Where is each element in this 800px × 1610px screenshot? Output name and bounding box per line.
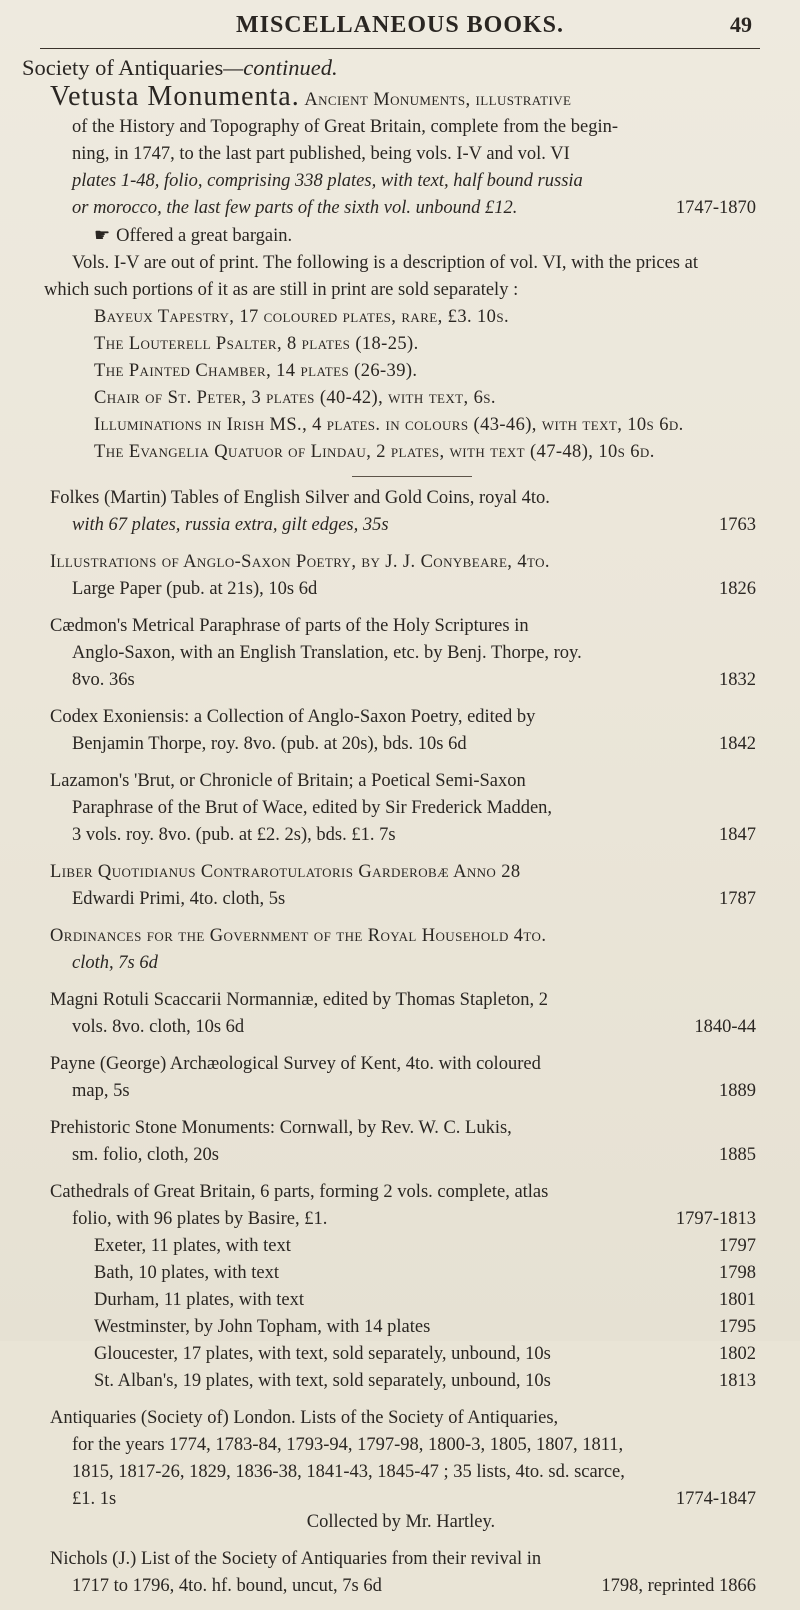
entry-line [22,1142,780,1169]
entry-line: Cædmon's Metrical Paraphrase of parts of the Holy Scriptures in [50,616,529,636]
entry-line: Anglo-Saxon, with an English Translation, etc. by Benj. Thorpe, roy. [72,643,582,663]
cathedral-text: Gloucester, 17 plates, with text, sold separately, unbound, 10s [94,1344,551,1364]
entry-line: Illustrations of Anglo-Saxon Poetry, by J. J. Conybeare, 4to. [50,552,550,572]
cathedral-item [22,1314,780,1341]
entry-line [22,886,780,913]
entry-vetusta-monumenta [22,83,780,466]
catalogue-entry [22,923,780,977]
catalogue-entry [22,704,780,758]
entry-line: Folkes (Martin) Tables of English Silver and Gold Coins, royal 4to. [50,488,550,508]
entry-line: Payne (George) Archæological Survey of Kent, 4to. with coloured [50,1054,541,1074]
entry-line [22,83,780,114]
entry-line [22,1573,780,1600]
entry-line [22,576,780,603]
vol-part: The Evangelia Quatuor of Lindau, 2 plates, with text (47-48), 10s 6d. [94,442,655,462]
cathedral-text: St. Alban's, 19 plates, with text, sold separately, unbound, 10s [94,1371,551,1391]
catalogue-entry [22,987,780,1041]
entry-date: 1798, reprinted 1866 [601,1576,756,1596]
catalogue-entry [22,549,780,603]
catalogue-entry [22,485,780,539]
entry-text: 8vo. 36s [72,670,135,690]
entry-line: ning, in 1747, to the last part published, being vols. I-V and vol. VI [72,144,570,164]
entry-text: Large Paper (pub. at 21s), 10s 6d [72,579,318,599]
cathedral-text: Bath, 10 plates, with text [94,1263,279,1283]
entry-text: vols. 8vo. cloth, 10s 6d [72,1017,245,1037]
section-title-main: Society of Antiquaries [22,55,224,80]
entry-text: Ancient Monuments, illustrative [304,90,572,110]
entry-line: Paraphrase of the Brut of Wace, edited by Sir Frederick Madden, [72,798,553,818]
entry-text: folio, with 96 plates by Basire, £1. [72,1209,328,1229]
entry-date: 1842 [719,734,756,754]
bargain-text: Offered a great bargain. [116,226,293,246]
cathedral-item [22,1233,780,1260]
entry-text: map, 5s [72,1081,130,1101]
entry-line: Liber Quotidianus Contrarotulatoris Garderobæ Anno 28 [50,862,521,882]
cathedral-date: 1802 [719,1344,756,1364]
entry-line: Prehistoric Stone Monuments: Cornwall, by Rev. W. C. Lukis, [50,1118,512,1138]
catalogue-entry [22,768,780,849]
entry-line: of the History and Topography of Great Britain, complete from the begin- [72,117,619,137]
entry-line [22,1078,780,1105]
print-note: Vols. I-V are out of print. The following is a description of vol. VI, with the prices at [72,253,698,273]
entry-date: 1885 [719,1145,756,1165]
print-note: which such portions of it as are still in print are sold separately : [44,280,519,300]
entry-date: 1763 [719,515,756,535]
section-title-suffix: —continued. [223,55,338,80]
vol-part: Illuminations in Irish MS., 4 plates. in colours (43-46), with text, 10s 6d. [94,415,684,435]
entry-date: 1847 [719,825,756,845]
entry-cathedrals [22,1179,780,1395]
entry-nichols [22,1546,780,1600]
header-rule [40,48,760,49]
cathedral-text: Exeter, 11 plates, with text [94,1236,291,1256]
entry-line [22,667,780,694]
entry-date: 1787 [719,889,756,909]
entry-line [22,195,780,222]
divider [352,476,472,477]
cathedral-item [22,1368,780,1395]
cathedral-text: Durham, 11 plates, with text [94,1290,304,1310]
catalogue-entry [22,859,780,913]
entry-line: Antiquaries (Society of) London. Lists of the Society of Antiquaries, [50,1408,559,1428]
cathedral-item [22,1341,780,1368]
entry-date: 1774-1847 [675,1489,756,1509]
bargain-note [22,222,780,250]
section-title [22,54,780,81]
entry-text: 1717 to 1796, 4to. hf. bound, uncut, 7s 6d [72,1576,382,1596]
entry-antiquaries [22,1405,780,1536]
running-head: MISCELLANEOUS BOOKS. [235,12,565,38]
cathedral-date: 1798 [719,1263,756,1283]
cathedral-date: 1813 [719,1371,756,1391]
catalogue-entry [22,613,780,694]
cathedral-date: 1797 [719,1236,756,1256]
entry-text: Benjamin Thorpe, roy. 8vo. (pub. at 20s), bds. 10s 6d [72,734,467,754]
entry-line: for the years 1774, 1783-84, 1793-94, 1797-98, 1800-3, 1805, 1807, 1811, [72,1435,624,1455]
entry-text: or morocco, the last few parts of the sixth vol. unbound £12. [72,198,518,218]
entry-line: Nichols (J.) List of the Society of Antiquaries from their revival in [50,1549,542,1569]
entry-line: cloth, 7s 6d [72,953,158,973]
entry-date: 1889 [719,1081,756,1101]
entry-line: plates 1-48, folio, comprising 338 plates, with text, half bound russia [72,171,583,191]
entry-date: 1826 [719,579,756,599]
vol-part: Bayeux Tapestry, 17 coloured plates, rare, £3. 10s. [94,307,509,327]
entry-line: Lazamon's 'Brut, or Chronicle of Britain; a Poetical Semi-Saxon [50,771,526,791]
cathedral-text: Westminster, by John Topham, with 14 plates [94,1317,431,1337]
cathedral-date: 1795 [719,1317,756,1337]
pointing-hand-icon: ☛ [94,225,111,245]
catalogue-entry [22,1115,780,1169]
catalogue-content [22,54,780,1610]
entry-line: Ordinances for the Government of the Royal Household 4to. [50,926,547,946]
vol-part: The Louterell Psalter, 8 plates (18-25). [94,334,419,354]
vol-part: Chair of St. Peter, 3 plates (40-42), with text, 6s. [94,388,496,408]
vol-part: The Painted Chamber, 14 plates (26-39). [94,361,418,381]
entry-text: 3 vols. roy. 8vo. (pub. at £2. 2s), bds. £1. 7s [72,825,396,845]
collected-note: Collected by Mr. Hartley. [306,1512,496,1532]
entry-line: Cathedrals of Great Britain, 6 parts, forming 2 vols. complete, atlas [50,1182,549,1202]
entry-line [22,512,780,539]
entry-line [22,1014,780,1041]
page-header [0,8,800,48]
entry-date: 1840-44 [694,1017,756,1037]
entry-text: with 67 plates, russia extra, gilt edges, 35s [72,515,389,535]
entry-line: Magni Rotuli Scaccarii Normanniæ, edited by Thomas Stapleton, 2 [50,990,549,1010]
entry-date: 1797-1813 [675,1209,756,1229]
entry-line: 1815, 1817-26, 1829, 1836-38, 1841-43, 1845-47 ; 35 lists, 4to. sd. scarce, [72,1462,625,1482]
entry-text: £1. 1s [72,1489,117,1509]
catalogue-entry [22,1051,780,1105]
page-number: 49 [730,12,752,37]
entry-text: sm. folio, cloth, 20s [72,1145,219,1165]
entry-line [22,1206,780,1233]
entry-text: Edwardi Primi, 4to. cloth, 5s [72,889,286,909]
cathedral-item [22,1260,780,1287]
entry-line [22,822,780,849]
entry-date: 1832 [719,670,756,690]
cathedral-date: 1801 [719,1290,756,1310]
cathedral-item [22,1287,780,1314]
entry-title: Vetusta Monumenta. [50,81,300,112]
entry-line [22,731,780,758]
entry-line: Codex Exoniensis: a Collection of Anglo-Saxon Poetry, edited by [50,707,536,727]
entry-date: 1747-1870 [675,198,756,218]
